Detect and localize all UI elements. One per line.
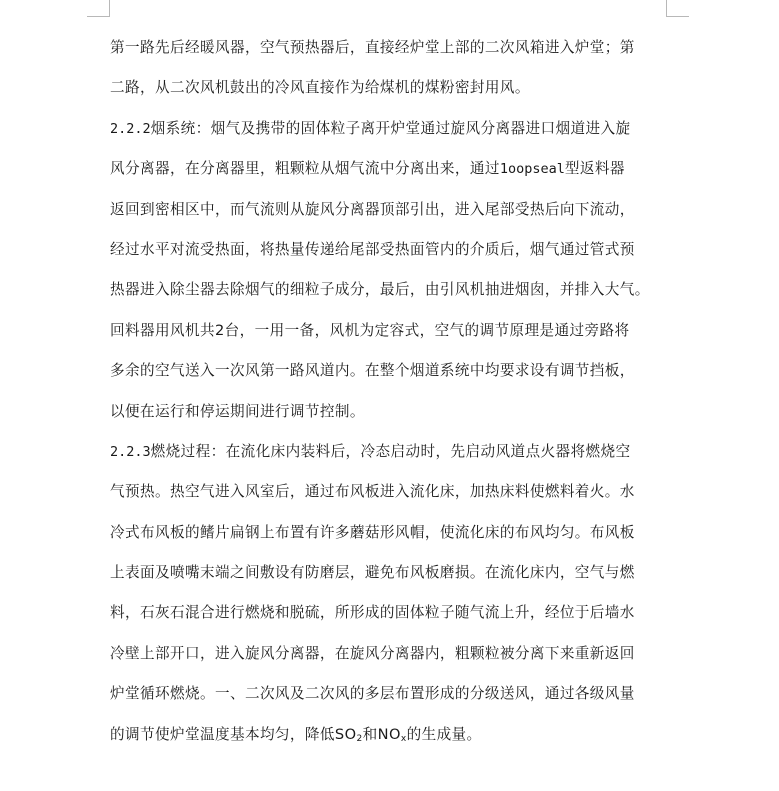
text-line (110, 311, 670, 351)
text-line (110, 513, 670, 553)
page-corner-mark-right (666, 0, 689, 17)
line-text: 风分离器，在分离器里，粗颗粒从烟气流中分离出来，通过 (110, 160, 500, 178)
line-text: 第一路先后经暖风器，空气预热器后，直接经炉堂上部的二次风箱进入炉堂；第 (110, 39, 635, 56)
line-text: 二路，从二次风机鼓出的冷风直接作为给煤机的煤粉密封用风。 (110, 79, 530, 97)
line-text: 冷壁上部开口，进入旋风分离器，在旋风分离器内，粗颗粒被分离下来重新返回 (110, 644, 635, 662)
line-text: 的生成量。 (406, 725, 482, 743)
line-text: 上表面及喷嘴末端之间敷设有防磨层，避免布风板磨损。在流化床内，空气与燃 (110, 564, 635, 582)
text-line (110, 230, 670, 270)
line-text: 燃烧过程：在流化床内装料后，冷态启动时，先启动风道点火器将燃烧空 (150, 442, 631, 460)
line-text: 返回到密相区中，而气流则从旋风分离器顶部引出，进入尾部受热后向下流动， (110, 200, 635, 218)
section-heading-line (110, 432, 670, 472)
text-line (110, 715, 670, 755)
term-loopseal: 1oopseal (499, 161, 565, 178)
line-text: 炉堂循环燃烧。一、二次风及二次风的多层布置形成的分级送风，通过各级风量 (110, 685, 635, 703)
line-text: 料，石灰石混合进行燃烧和脱硫，所形成的固体粒子随气流上升，经位于后墙水 (110, 604, 635, 622)
text-line (110, 149, 670, 189)
section-number: 2.2.3 (110, 443, 151, 460)
line-text: 的调节使炉堂温度基本均匀，降低 (110, 725, 335, 743)
text-line (110, 553, 670, 593)
line-text: 气预热。热空气进入风室后，通过布风板进入流化床，加热床料使燃料着火。水 (110, 483, 635, 501)
line-text: 冷式布风板的鳍片扁钢上布置有许多蘑菇形风帽，使流化床的布风均匀。布风板 (110, 523, 635, 541)
line-text: 以便在运行和停运期间进行调节控制。 (110, 402, 365, 420)
line-text: 多余的空气送入一次风第一路风道内。在整个烟道系统中均要求设有调节挡板， (110, 362, 635, 380)
fan-count: 2 (214, 321, 225, 339)
text-line (110, 28, 670, 68)
section-number: 2.2.2 (110, 120, 151, 137)
section-heading-line (110, 109, 670, 149)
line-text: 型返料器 (564, 160, 625, 178)
text-line (110, 351, 670, 391)
text-line (110, 593, 670, 633)
line-text: 烟系统：烟气及携带的固体粒子离开炉堂通过旋风分离器进口烟道进入旋 (150, 119, 631, 137)
formula-subscript: x (400, 733, 407, 744)
text-line (110, 392, 670, 432)
text-line (110, 68, 670, 108)
line-text: 回料器用风机共 (110, 321, 215, 339)
line-text: 经过水平对流受热面，将热量传递给尾部受热面管内的介质后，烟气通过管式预 (110, 240, 635, 258)
line-text: 和 (362, 725, 378, 743)
text-line (110, 190, 670, 230)
line-text: 台，一用一备，风机为定容式，空气的调节原理是通过旁路将 (224, 321, 630, 339)
text-line (110, 634, 670, 674)
line-text: 热器进入除尘器去除烟气的细粒子成分，最后，由引风机抽进烟囱，并排入大气。 (110, 281, 650, 299)
page-corner-mark-left (87, 0, 110, 17)
text-line (110, 472, 670, 512)
text-line (110, 674, 670, 714)
formula-subscript: 2 (356, 733, 363, 744)
document-body (110, 28, 670, 755)
formula-so2: SO (334, 725, 357, 743)
formula-nox: NO (377, 725, 401, 743)
text-line (110, 270, 670, 310)
